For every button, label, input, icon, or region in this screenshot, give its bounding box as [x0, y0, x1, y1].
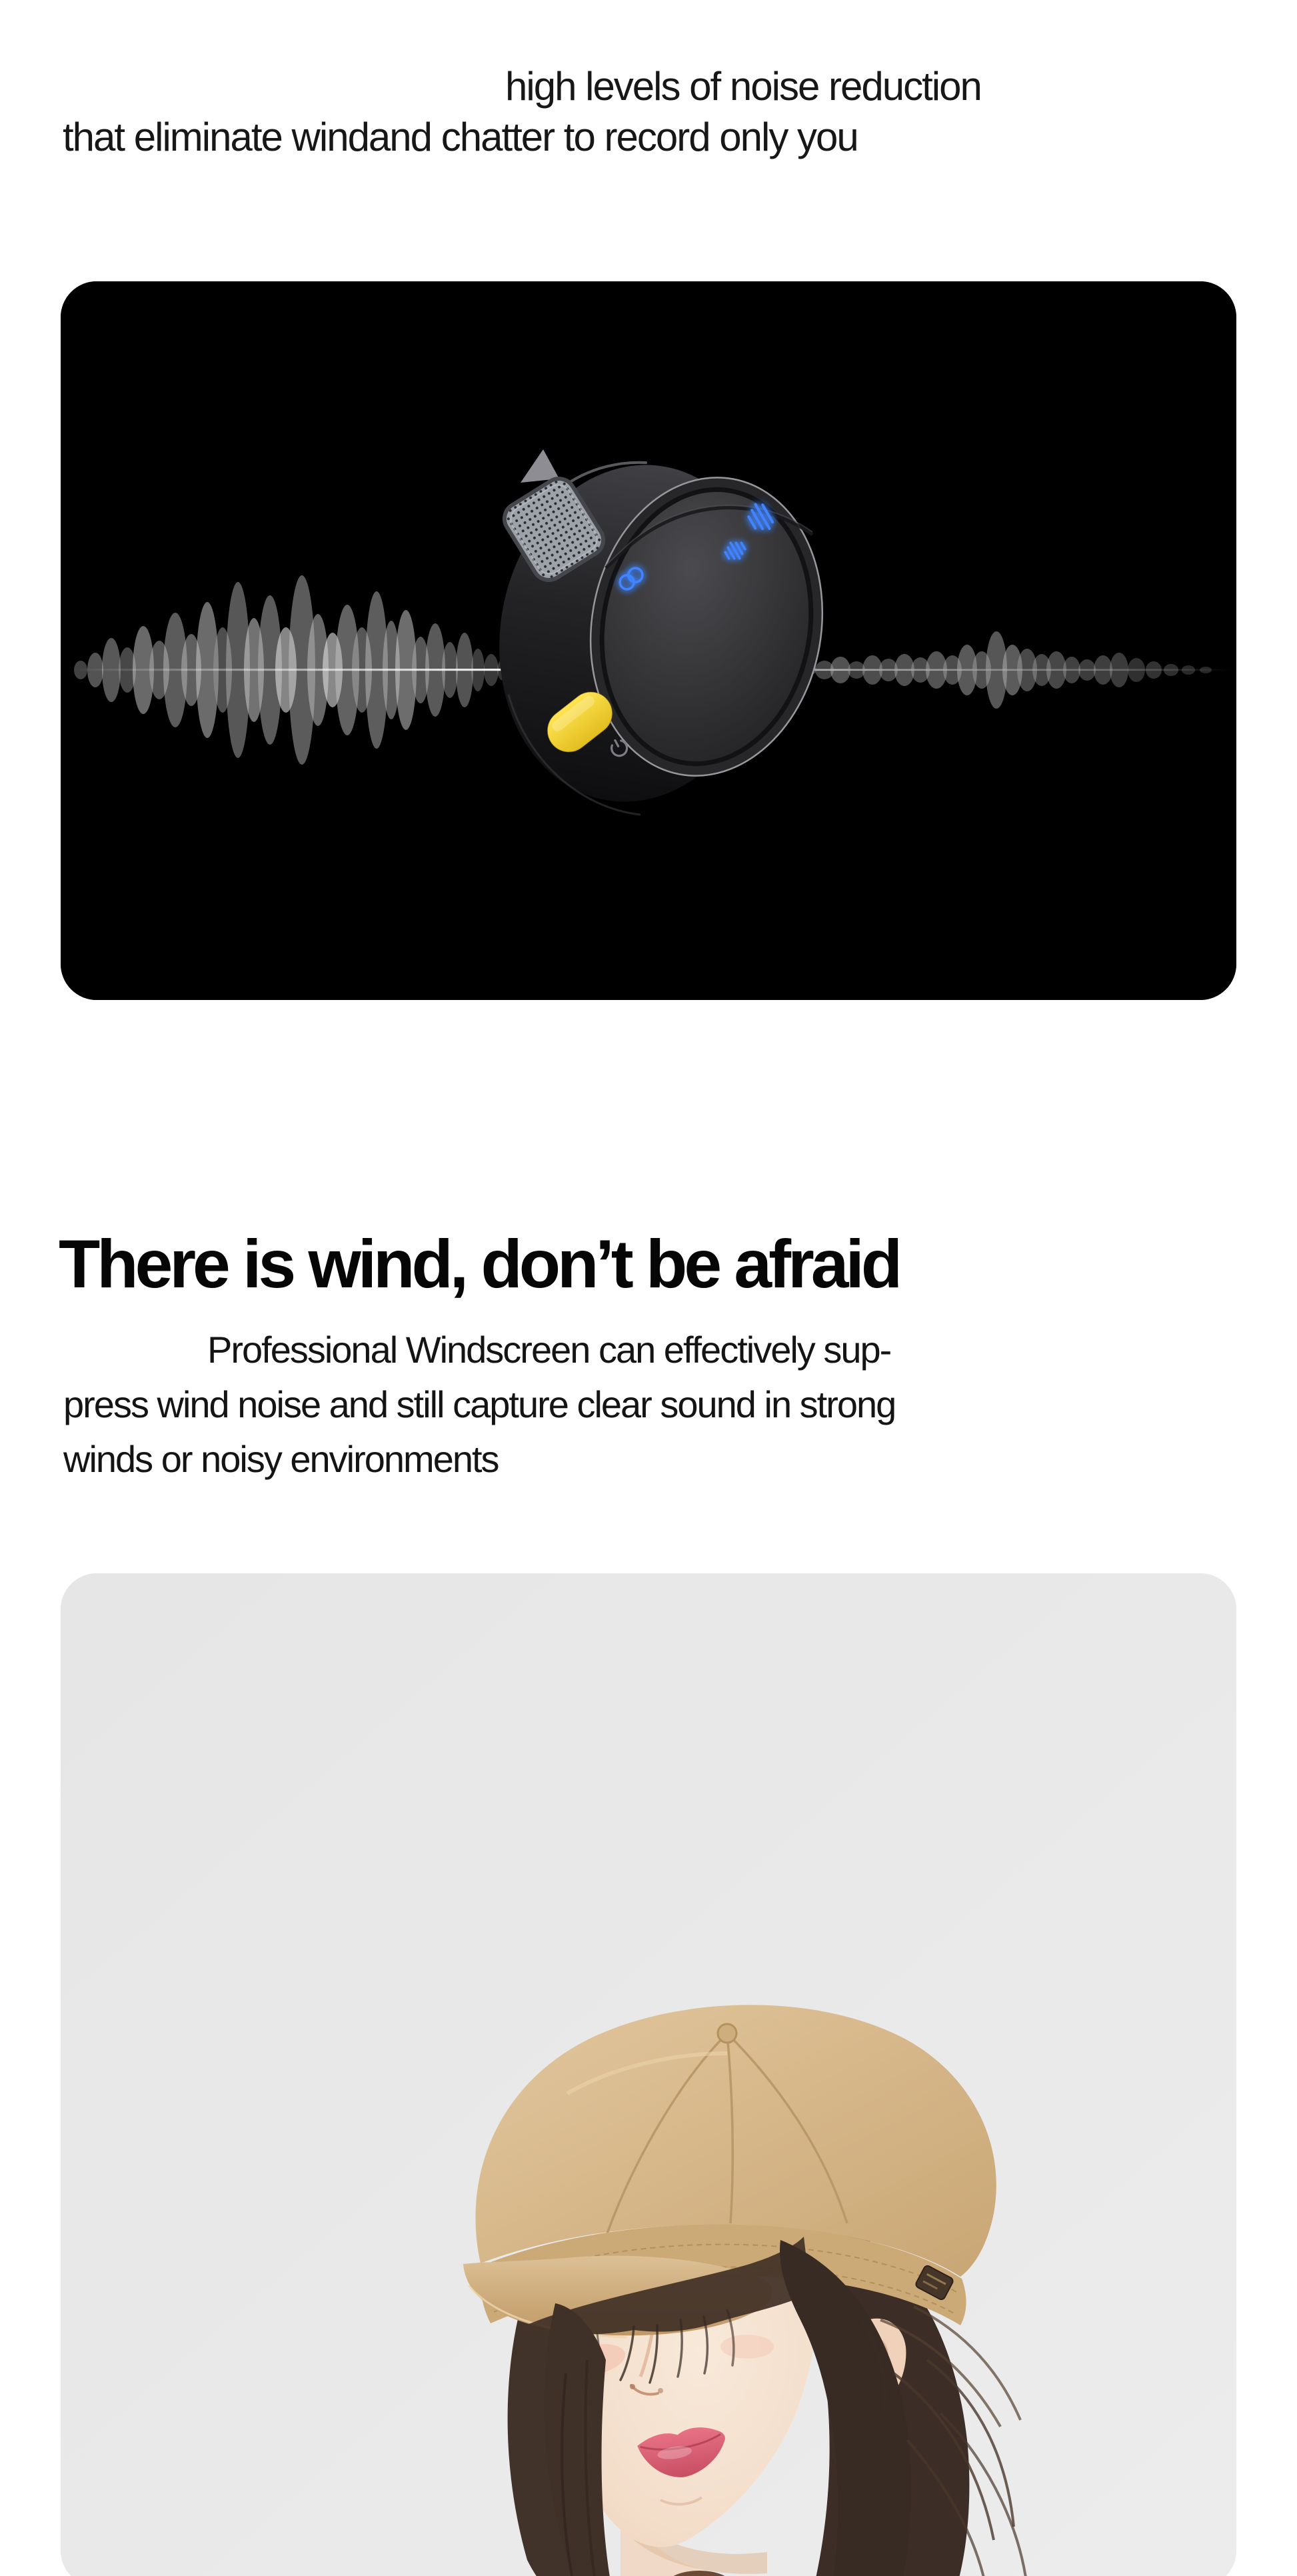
noise-reduction-image [61, 281, 1236, 1000]
windscreen-model-image [61, 1573, 1236, 2576]
audio-centerline-left [73, 669, 513, 671]
paragraph-line-1: Professional Windscreen can effectively sup- [207, 1329, 891, 1371]
paragraph-line-3: winds or noisy environments [63, 1438, 499, 1480]
intro-line-1: high levels of noise reduction [505, 64, 981, 109]
section-heading: There is wind, don’t be afraid [59, 1225, 900, 1302]
blush-right [720, 2335, 774, 2359]
model-scene [61, 1573, 1236, 2576]
section-paragraph [63, 1323, 1076, 1487]
intro-paragraph [63, 61, 1089, 163]
paragraph-line-2: press wind noise and still capture clear sound in strong [63, 1383, 896, 1425]
noise-reduction-scene [61, 281, 1236, 1000]
intro-line-2: that eliminate windand chatter to record only you [63, 115, 858, 159]
cap-button [718, 2024, 736, 2043]
